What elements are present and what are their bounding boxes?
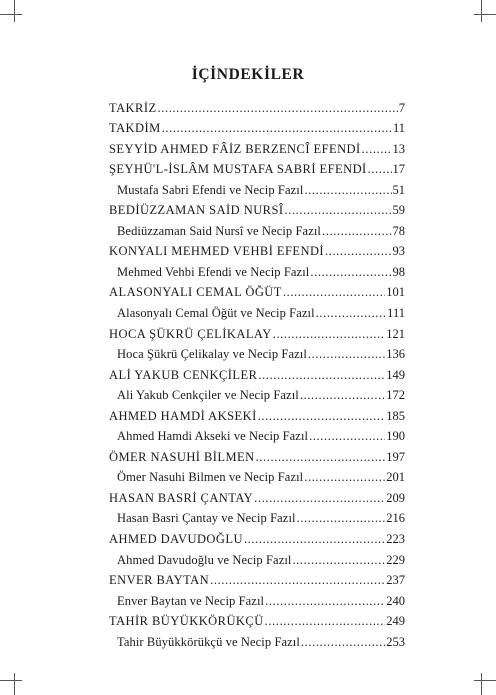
toc-entry xyxy=(109,505,405,526)
toc-page-number: 216 xyxy=(386,511,405,526)
toc-dot-leader xyxy=(283,285,385,299)
crop-mark-bottom-right xyxy=(481,673,482,695)
toc-entry-title: Tahir Büyükkörükçü ve Necip Fazıl xyxy=(117,634,300,649)
toc-entry-title: HOCA ŞÜKRÜ ÇELİKALAY xyxy=(109,326,272,341)
toc-entry-title: Ömer Nasuhi Bilmen ve Necip Fazıl xyxy=(117,470,304,485)
crop-mark-right-bottom xyxy=(474,680,496,681)
toc-entry-title: SEYYİD AHMED FÂİZ BERZENCÎ EFENDİ xyxy=(109,141,361,156)
toc-dot-leader xyxy=(256,450,386,464)
toc-dot-leader xyxy=(265,614,386,628)
toc-page-number: 197 xyxy=(386,449,405,464)
toc-entry xyxy=(109,443,405,464)
toc-entry-title: HASAN BASRİ ÇANTAY xyxy=(109,490,254,505)
toc-page-number: 240 xyxy=(386,593,405,608)
toc-entry-title: TAKDİM xyxy=(109,121,161,136)
toc-dot-leader xyxy=(300,388,385,402)
toc-dot-leader xyxy=(310,265,391,279)
toc-dot-leader xyxy=(304,470,385,484)
toc-page-number: 111 xyxy=(387,306,405,321)
toc-dot-leader xyxy=(265,594,385,608)
toc-entry-title: ALİ YAKUB CENKÇİLER xyxy=(109,367,258,382)
toc-entry-title: Ali Yakub Cenkçiler ve Necip Fazıl xyxy=(117,388,299,403)
toc-dot-leader xyxy=(309,429,385,443)
toc-entry xyxy=(109,587,405,608)
toc-page-number: 136 xyxy=(386,347,405,362)
crop-mark-right-top xyxy=(474,14,496,15)
toc-dot-leader xyxy=(254,491,385,505)
toc-entry-title: Bediüzzaman Said Nursî ve Necip Fazıl xyxy=(117,223,321,238)
toc-dot-leader xyxy=(273,327,386,341)
toc-dot-leader xyxy=(362,142,392,156)
toc-dot-leader xyxy=(316,306,387,320)
page-title: İÇİNDEKİLER xyxy=(191,66,305,83)
toc-page-number: 149 xyxy=(386,367,405,382)
toc-entry-title: Enver Baytan ve Necip Fazıl xyxy=(117,593,265,608)
toc-page-number: 78 xyxy=(392,223,405,238)
toc-entry xyxy=(109,382,405,403)
toc-page-number: 185 xyxy=(386,408,405,423)
toc-dot-leader xyxy=(244,532,385,546)
toc-page-number: 13 xyxy=(392,141,405,156)
toc-page-number: 93 xyxy=(392,244,405,259)
toc-page-number: 51 xyxy=(392,182,405,197)
toc-entry xyxy=(109,115,405,136)
toc-page-number: 172 xyxy=(386,388,405,403)
toc-entry-title: Hasan Basri Çantay ve Necip Fazıl xyxy=(117,511,296,526)
toc-entry-title: Mehmed Vehbi Efendi ve Necip Fazıl xyxy=(117,264,310,279)
toc-entry-title: TAHİR BÜYÜKKÖRÜKÇÜ xyxy=(109,614,264,629)
toc-page-number: 237 xyxy=(386,573,405,588)
toc-entry xyxy=(109,464,405,485)
toc-page-number: 59 xyxy=(392,203,405,218)
toc-dot-leader xyxy=(162,121,392,135)
toc-page-number: 17 xyxy=(392,162,405,177)
toc-entry xyxy=(109,341,405,362)
toc-dot-leader xyxy=(258,368,385,382)
toc-entry xyxy=(109,546,405,567)
toc-entry xyxy=(109,238,405,259)
toc-entry xyxy=(109,197,405,218)
toc-entry-title: KONYALI MEHMED VEHBİ EFENDİ xyxy=(109,244,325,259)
toc-entry-title: ÖMER NASUHİ BİLMEN xyxy=(109,449,255,464)
toc-entry xyxy=(109,94,405,115)
toc-page-number: 223 xyxy=(386,532,405,547)
toc-entry-title: ALASONYALI CEMAL ÖĞÜT xyxy=(109,285,282,300)
toc-page-number: 209 xyxy=(386,490,405,505)
toc-entry xyxy=(109,176,405,197)
toc-page-number: 253 xyxy=(386,634,405,649)
toc-page-number: 121 xyxy=(386,326,405,341)
toc-entry xyxy=(109,423,405,444)
toc-page-number: 229 xyxy=(386,552,405,567)
toc-entry-title: AHMED HAMDİ AKSEKİ xyxy=(109,408,257,423)
crop-mark-top-left xyxy=(14,0,15,22)
toc-entry-title: TAKRİZ xyxy=(109,100,157,115)
toc-dot-leader xyxy=(368,162,392,176)
toc-entry xyxy=(109,320,405,341)
toc-entry-title: Ahmed Hamdi Akseki ve Necip Fazıl xyxy=(117,429,309,444)
toc-dot-leader xyxy=(304,183,391,197)
toc-page-number: 249 xyxy=(386,614,405,629)
toc-entry xyxy=(109,258,405,279)
toc-entry-title: Ahmed Davudoğlu ve Necip Fazıl xyxy=(117,552,292,567)
toc-page-number: 190 xyxy=(386,429,405,444)
crop-mark-bottom-left xyxy=(14,673,15,695)
toc-dot-leader xyxy=(258,409,386,423)
toc-dot-leader xyxy=(292,553,385,567)
toc-entry-title: ŞEYHÜ'L-İSLÂM MUSTAFA SABRİ EFENDİ xyxy=(109,162,367,177)
table-of-contents xyxy=(109,94,405,649)
toc-entry xyxy=(109,217,405,238)
crop-mark-left-bottom xyxy=(0,680,22,681)
toc-entry xyxy=(109,525,405,546)
toc-dot-leader xyxy=(284,203,391,217)
toc-entry-title: ENVER BAYTAN xyxy=(109,573,210,588)
toc-entry-title: Hoca Şükrü Çelikalay ve Necip Fazıl xyxy=(117,347,307,362)
toc-page-number: 7 xyxy=(398,100,405,115)
toc-dot-leader xyxy=(322,224,392,238)
toc-page-number: 101 xyxy=(386,285,405,300)
crop-mark-left-top xyxy=(0,14,22,15)
toc-page-number: 201 xyxy=(386,470,405,485)
toc-entry xyxy=(109,279,405,300)
toc-dot-leader xyxy=(158,101,398,115)
toc-dot-leader xyxy=(308,347,385,361)
toc-entry-title: BEDİÜZZAMAN SAİD NURSÎ xyxy=(109,203,284,218)
toc-entry xyxy=(109,484,405,505)
toc-entry-title: Alasonyalı Cemal Öğüt ve Necip Fazıl xyxy=(117,306,315,321)
toc-entry-title: Mustafa Sabri Efendi ve Necip Fazıl xyxy=(117,182,304,197)
toc-entry xyxy=(109,608,405,629)
toc-entry-title: AHMED DAVUDOĞLU xyxy=(109,532,243,547)
toc-entry xyxy=(109,156,405,177)
toc-dot-leader xyxy=(297,511,386,525)
toc-page-number: 98 xyxy=(392,264,405,279)
toc-entry xyxy=(109,567,405,588)
toc-dot-leader xyxy=(325,244,391,258)
toc-page-number: 11 xyxy=(392,121,405,136)
toc-entry xyxy=(109,135,405,156)
toc-entry xyxy=(109,628,405,649)
crop-mark-top-right xyxy=(481,0,482,22)
toc-dot-leader xyxy=(210,573,385,587)
toc-dot-leader xyxy=(301,635,385,649)
toc-entry xyxy=(109,299,405,320)
toc-entry xyxy=(109,361,405,382)
toc-entry xyxy=(109,402,405,423)
